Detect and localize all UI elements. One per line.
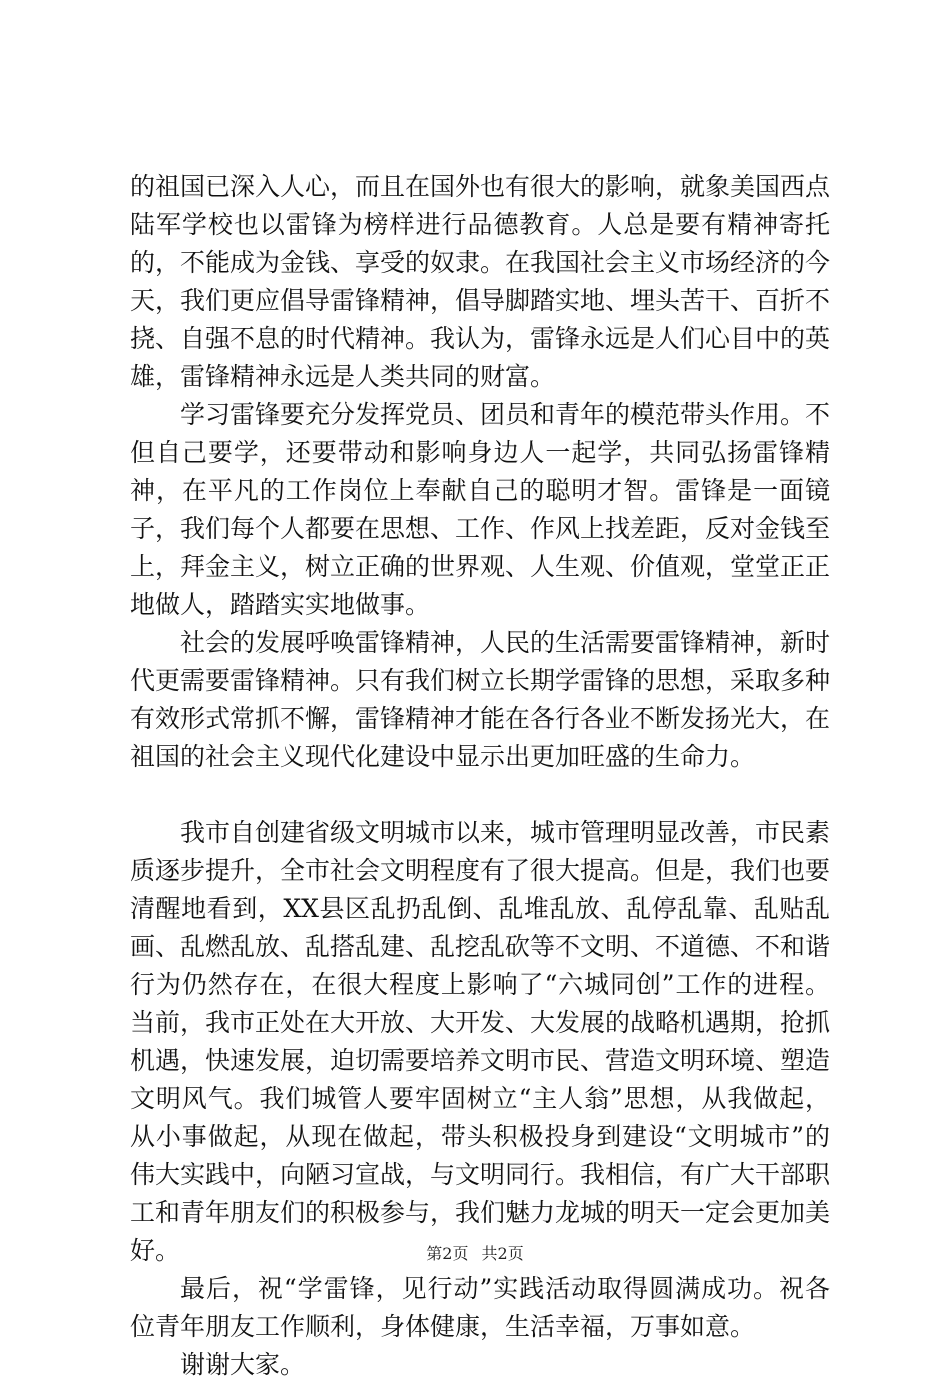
- paragraph-civilized-city: 我市自创建省级文明城市以来，城市管理明显改善，市民素质逐步提升，全市社会文明程度有了很大提高。但是，我们也要清醒地看到，XX县区乱扔乱倒、乱堆乱放、乱停乱靠、乱贴乱画、乱燃乱放、乱搭乱建、乱挖乱砍等不文明、不道德、不和谐行为仍然存在，在很大程度上影响了“六城同创”工作的进程。当前，我市正处在大开放、大开发、大发展的战略机遇期，抢抓机遇，快速发展，迫切需要培养文明市民、营造文明环境、塑造文明风气。我们城管人要牢固树立“主人翁”思想，从我做起，从小事做起，从现在做起，带头积极投身到建设“文明城市”的伟大实践中，向陋习宣战，与文明同行。我相信，有广大干部职工和青年朋友们的积极参与，我们魅力龙城的明天一定会更加美好。: [130, 818, 831, 1265]
- paragraph-social-development: 社会的发展呼唤雷锋精神，人民的生活需要雷锋精神，新时代更需要雷锋精神。只有我们树立长期学雷锋的思想，采取多种有效形式常抓不懈，雷锋精神才能在各行各业不断发扬光大，在祖国的社会主义现代化建设中显示出更加旺盛的生命力。: [130, 628, 831, 771]
- page-number-total: 共2页: [481, 1244, 524, 1263]
- paragraph-learn-leifeng: 学习雷锋要充分发挥党员、团员和青年的模范带头作用。不但自己要学，还要带动和影响身边人一起学，共同弘扬雷锋精神，在平凡的工作岗位上奉献自己的聪明才智。雷锋是一面镜子，我们每个人都要在思想、工作、作风上找差距，反对金钱至上，拜金主义，树立正确的世界观、人生观、价值观，堂堂正正地做人，踏踏实实地做事。: [130, 400, 831, 619]
- paragraph-closing-wishes: 最后，祝“学雷锋，见行动”实践活动取得圆满成功。祝各位青年朋友工作顺利，身体健康，生活幸福，万事如意。: [130, 1274, 830, 1341]
- page-number-current: 第2页: [426, 1244, 469, 1263]
- paragraph-spacer: [130, 776, 830, 814]
- paragraph-thanks: 谢谢大家。: [180, 1350, 306, 1379]
- page-footer: [0, 1244, 950, 1264]
- paragraph-continued: 的祖国已深入人心，而且在国外也有很大的影响，就象美国西点陆军学校也以雷锋为榜样进行品德教育。人总是要有精神寄托的，不能成为金钱、享受的奴隶。在我国社会主义市场经济的今天，我们更应倡导雷锋精神，倡导脚踏实地、埋头苦干、百折不挠、自强不息的时代精神。我认为，雷锋永远是人们心目中的英雄，雷锋精神永远是人类共同的财富。: [130, 172, 831, 391]
- document-body: [130, 168, 830, 1384]
